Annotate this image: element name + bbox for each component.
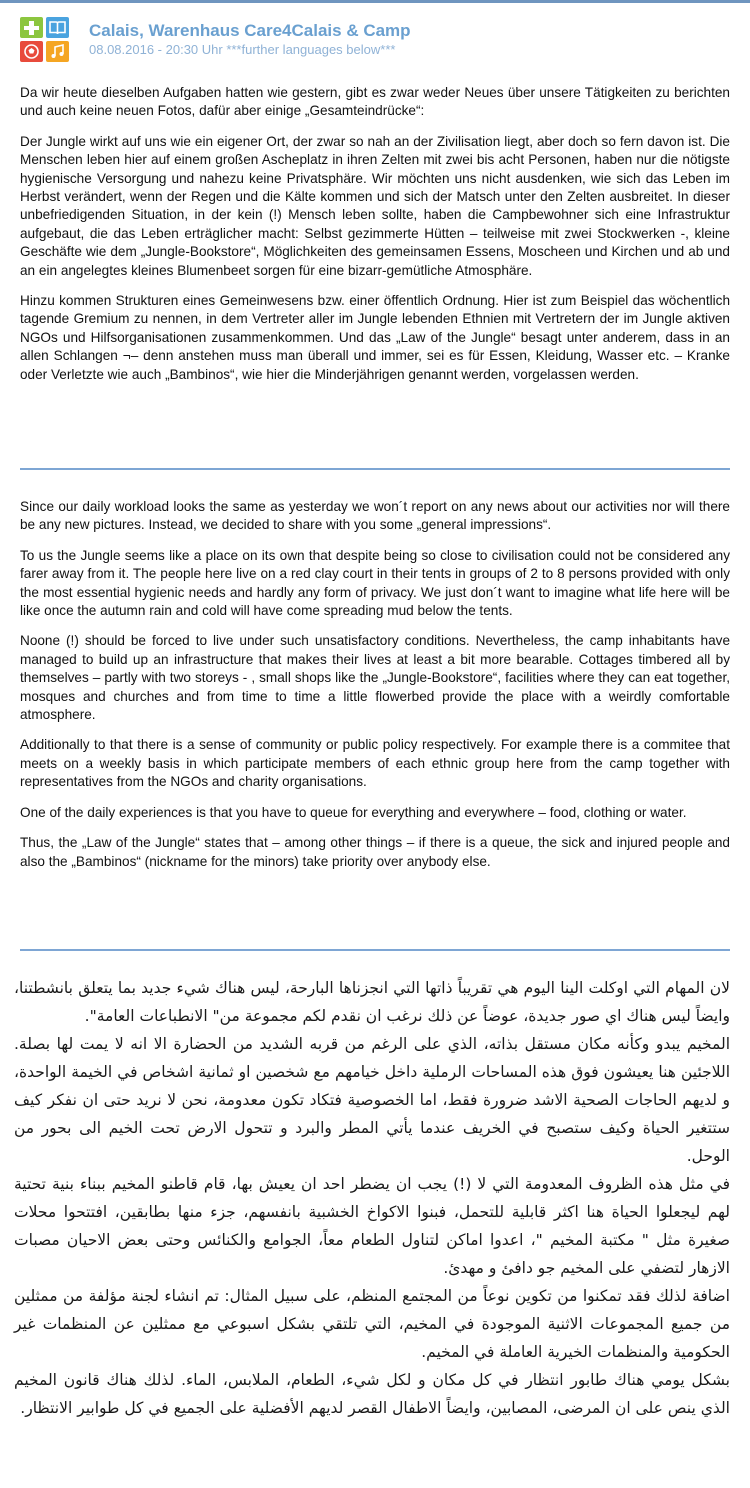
arabic-paragraph: بشكل يومي هناك طابور انتظار في كل مكان و لكل شيء، الطعام، الملابس، الماء. لذلك هناك قانون المخيم الذي ينص على ان المرضى، المصابين، وايضاً الاطفال القصر لديهم الأفضلية على الجميع في كل طوابير الانتظار. — [14, 1371, 730, 1417]
plus-icon — [20, 17, 43, 38]
english-section — [20, 498, 730, 883]
top-divider — [0, 0, 750, 3]
book-icon — [46, 17, 69, 38]
ball-icon — [20, 41, 43, 62]
post-date: 08.08.2016 - 20:30 Uhr ***further languages below*** — [89, 42, 396, 57]
english-paragraph: Noone (!) should be forced to live under such unsatisfactory conditions. Nevertheless, the camp inhabitants have managed to build up an infrastructure that makes their lives at least a bit more bearable. Cottages timbered all by themselves – partly with two storeys - , small shops like the „Jungle-Bookstore“, facilities where they can eat together, mosques and churches and from time to time a little flowerbed provide the place with a weirdly comfortable atmosphere. — [20, 633, 730, 723]
english-paragraph: To us the Jungle seems like a place on its own that despite being so close to civilisation could not be considered any farer away from it. The people here live on a red clay court in their tents in groups of 2 to 8 persons provided with only the most essential hygienic needs and hardly any form of privacy. We just don´t want to imagine what life here will be like once the autumn rain and cold will have come spreading mud below the tents. — [20, 547, 730, 619]
german-section — [20, 84, 730, 396]
section-divider — [20, 949, 730, 951]
english-paragraph: Additionally to that there is a sense of community or public policy respectively. For example there is a commitee that meets on a weekly basis in which participate members of each ethnic group here from the camp together with representatives from the NGOs and charity organisations. — [20, 737, 730, 790]
german-paragraph: Der Jungle wirkt auf uns wie ein eigener Ort, der zwar so nah an der Zivilisation liegt, aber doch so fern davon ist. Die Menschen leben hier auf einem großen Ascheplatz in ihren Zelten mit zwei bis acht Personen, haben nur die nötigste hygienische Versorgung und nahezu keine Privatsphäre. Wir möchten uns nicht ausdenken, wie sich das Leben im Herbst verändert, wenn der Regen und die Kälte kommen und sich der Matsch unter den Zelten ausbreitet. In dieser unbefriedigenden Situation, in der kein (!) Mensch leben sollte, haben die Campbewohner sich eine Infrastruktur aufgebaut, die das Leben erträglicher macht: Selbst gezimmerte Hütten – teilweise mit zwei Stockwerken -, kleine Geschäfte wie dem „Jungle-Bookstore“, Möglichkeiten des gemeinsamen Essens, Moscheen und Kirchen und ab und an ein angelegtes kleines Blumenbeet sorgen für eine bizarr-gemütliche Atmosphäre. — [20, 133, 730, 278]
english-paragraph: Thus, the „Law of the Jungle“ states that – among other things – if there is a queue, the sick and injured people and also the „Bambinos“ (nickname for the minors) take priority over anybody else. — [20, 835, 730, 869]
category-logo — [20, 17, 72, 65]
german-paragraph: Da wir heute dieselben Aufgaben hatten wie gestern, gibt es zwar weder Neues über unsere Tätigkeiten zu berichten und auch keine neuen Fotos, dafür aber einige „Gesamteindrücke“: — [20, 85, 730, 119]
arabic-paragraph: في مثل هذه الظروف المعدومة التي لا (!) يجب ان يضطر احد ان يعيش بها، قام قاطنو المخيم ببناء بنية تحتية لهم ليجعلوا الحياة هنا اكثر قابلية للتحمل، فبنوا الاكواخ الخشبية بانفسهم، جزء منها بطابقين، افتتحوا محلات صغيرة مثل " مكتبة المخيم "، اعدوا اماكن لتناول الطعام معاً، الجوامع والكنائس وحتى بعض الاحيان مصبات الازهار لتضفي على المخيم جو دافئ و مهدئ. — [14, 1175, 730, 1277]
german-paragraph: Hinzu kommen Strukturen eines Gemeinwesens bzw. einer öffentlich Ordnung. Hier ist zum Beispiel das wöchentlich tagende Gremium zu nennen, in dem Vertreter aller im Jungle lebenden Ethnien mit Vertretern der im Jungle aktiven NGOs und Hilfsorganisationen zusammenkommen. Und das „Law of the Jungle“ besagt unter anderem, dass in an allen Schlangen ¬– denn anstehen muss man überall und immer, sei es für Essen, Kleidung, Wasser etc. – Kranke oder Verletzte wie auch „Bambinos“, wie hier die Minderjährigen genannt werden, vorgelassen werden. — [20, 293, 730, 382]
music-note-icon — [46, 41, 69, 62]
arabic-section — [14, 974, 730, 1422]
english-paragraph: Since our daily workload looks the same as yesterday we won´t report on any news about our activities nor will there be any new pictures. Instead, we decided to share with you some „general impressions“. — [20, 499, 730, 533]
page-title: Calais, Warenhaus Care4Calais & Camp — [89, 21, 411, 40]
section-divider — [20, 468, 730, 470]
post-header — [20, 17, 730, 65]
arabic-paragraph: لان المهام التي اوكلت الينا اليوم هي تقريباً ذاتها التي انجزناها البارحة، ليس هناك شيء جديد بما يتعلق بانشطتنا، وايضاً ليس هناك اي صور جديدة، عوضاً عن ذلك نرغب ان نقدم لكم مجموعة من" الانطباعات العامة". — [14, 979, 730, 1025]
english-paragraph: One of the daily experiences is that you have to queue for everything and everywhere – food, clothing or water. — [20, 804, 687, 820]
arabic-paragraph: المخيم يبدو وكأنه مكان مستقل بذاته، الذي على الرغم من قربه الشديد من الحضارة الا انه لا يمت لها بصلة. اللاجئين هنا يعيشون فوق هذه المساحات الرملية داخل خيامهم مع شخصين او ثمانية اشخاص في الخيمة الواحدة، و لديهم الحاجات الصحية الاشد ضرورة فقط، اما الخصوصية فتكاد تكون معدومة، نحن لا نريد حتى ان نفكر كيف ستتغير الحياة وكيف ستصبح في الخريف عندما يأتي المطر والبرد و تتحول الارض تحت الخيم الى بحور من الوحل. — [14, 1035, 730, 1165]
arabic-paragraph: اضافة لذلك فقد تمكنوا من تكوين نوعاً من المجتمع المنظم، على سبيل المثال: تم انشاء لجنة مؤلفة من ممثلين من جميع المجموعات الاثنية الموجودة في المخيم، التي تلتقي بشكل اسبوعي مع ممثلين عن المنظمات غير الحكومية والمنظمات الخيرية العاملة في المخيم. — [14, 1287, 730, 1361]
